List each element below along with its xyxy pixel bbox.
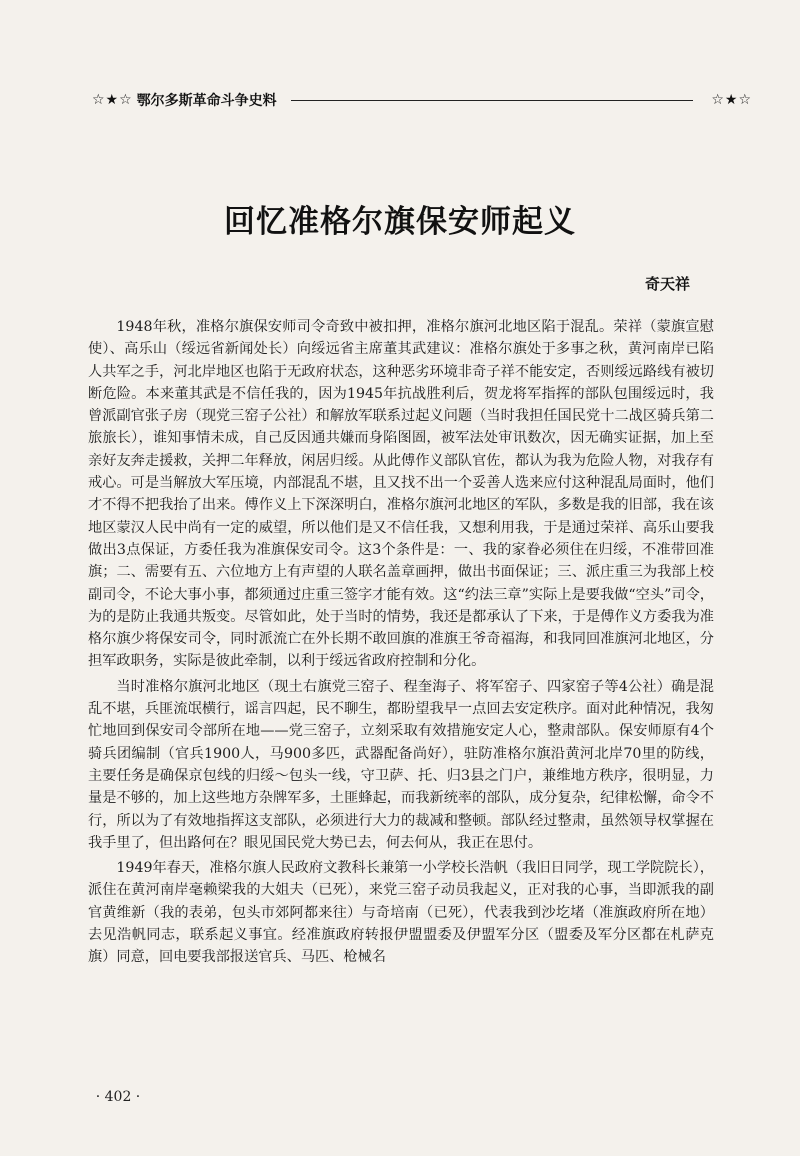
paragraph-1: 1948年秋，准格尔旗保安师司令奇致中被扣押，准格尔旗河北地区陷于混乱。荣祥（蒙旗宣慰使）、高乐山（绥远省新闻处长）向绥远省主席董其武建议：准格尔旗处于多事之秋，黄河南岸已陷人共军之手，河北岸地区也陷于无政府状态，这种恶劣环境非奇子祥不能安定，否则绥远路线有被切断危险。本来董其武是不信任我的，因为1945年抗战胜利后，贺龙将军指挥的部队包围绥远时，我曾派副官张子房（现党三窑子公社）和解放军联系过起义问题（当时我担任国民党十二战区骑兵第二旅旅长），谁知事情未成，自己反因通共嫌而身陷图圄，被军法处审讯数次，因无确实证据，加上至亲好友奔走援救，关押二年释放，闲居归绥。从此傅作义部队官佐，都认为我为危险人物，对我存有戒心。可是当解放大军压境，内部混乱不堪，且又找不出一个妥善人选来应付这种混乱局面时，他们才不得不把我抬了出来。傅作义上下深深明白，准格尔旗河北地区的军队，多数是我的旧部，我在该地区蒙汉人民中尚有一定的威望，所以他们是又不信任我，又想利用我，于是通过荣祥、高乐山要我做出3点保证，方委任我为准旗保安司令。这3个条件是：一、我的家眷必须住在归绥，不准带回准旗；二、需要有五、六位地方上有声望的人联名盖章画押，做出书面保证；三、派庄重三为我部上校副司令，不论大事小事，都须通过庄重三签字才能有效。这“约法三章”实际上是要我做“空头”司令，为的是防止我通共叛变。尽管如此，处于当时的情势，我还是都承认了下来，于是傅作义方委我为准格尔旗少将保安司令，同时派流亡在外长期不敢回旗的准旗王爷奇福海，和我同回准旗河北地区，分担军政职务，实际是彼此牵制，以利于绥远省政府控制和分化。 [88, 319, 714, 670]
stars-left-icon: ☆★☆ [92, 92, 133, 108]
paragraph-3: 1949年春天，准格尔旗人民政府文教科长兼第一小学校长浩帆（我旧日同学，现工学院院长），派住在黄河南岸毫赖梁我的大姐夫（已死），来党三窑子动员我起义，正对我的心事，当即派我的副官黄维新（我的表弟，包头市郊阿都来往）与奇培南（已死），代表我到沙圪堵（准旗政府所在地）去见浩帆同志，联系起义事宜。经准旗政府转报伊盟盟委及伊盟军分区（盟委及军分区都在札萨克旗）同意，回电要我部报送官兵、马匹、枪械名 [88, 860, 714, 966]
article-body [88, 316, 714, 972]
article-author: 奇天祥 [644, 275, 690, 293]
page-number: · 402 · [95, 1089, 141, 1105]
article-title: 回忆准格尔旗保安师起义 [224, 204, 576, 240]
running-header [92, 88, 752, 112]
paragraph-2: 当时准格尔旗河北地区（现土右旗党三窑子、程奎海子、将军窑子、四家窑子等4公社）确是混乱不堪，兵匪流氓横行，谣言四起，民不聊生，都盼望我早一点回去安定秩序。面对此种情况，我匆忙地回到保安司令部所在地——党三窑子，立刻采取有效措施安定人心，整肃部队。保安师原有4个骑兵团编制（官兵1900人，马900多匹，武器配备尚好），驻防准格尔旗沿黄河北岸70里的防线，主要任务是确保京包线的归绥～包头一线，守卫萨、托、归3县之门户，兼维地方秩序，很明显，力量是不够的，加上这些地方杂牌军多，土匪蜂起，而我新统率的部队，成分复杂，纪律松懈，命令不行，所以为了有效地指挥这支部队，必须进行大力的裁减和整顿。部队经过整肃，虽然领导权掌握在我手里了，但出路何在？眼见国民党大势已去，何去何从，我正在思付。 [88, 678, 714, 851]
stars-right-icon: ☆★☆ [711, 92, 752, 108]
series-title: 鄂尔多斯革命斗争史料 [136, 93, 277, 109]
header-rule [291, 100, 694, 101]
